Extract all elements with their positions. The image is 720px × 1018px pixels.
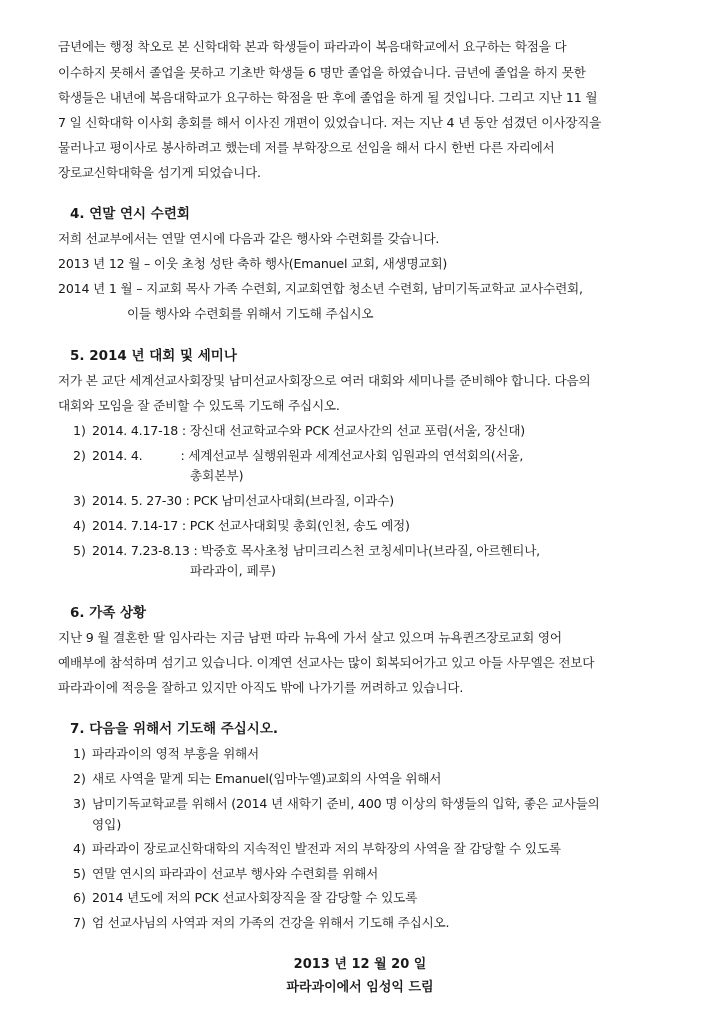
section-4-body: 저희 선교부에서는 연말 연시에 다음과 같은 행사와 수련회를 갖습니다. <box>58 231 440 246</box>
list-item-continuation: 총회본부) <box>190 468 244 483</box>
signature-date: 2013 년 12 월 20 일 <box>293 957 427 972</box>
section-6-line: 지난 9 월 결혼한 딸 임사라는 지금 남편 따라 뉴욕에 가서 살고 있으며 뉴욕퀸즈장로교회 영어 <box>58 630 562 645</box>
list-item: 2014. 7.23-8.13 : 박중호 목사초청 남미크리스천 코칭세미나(브라질, 아르헨티나, <box>92 543 540 558</box>
signature-from: 파라과이에서 임성익 드림 <box>286 980 434 995</box>
list-number: 7) <box>73 915 86 930</box>
list-number: 5) <box>73 543 86 558</box>
list-item: 2014. 4. : 세계선교부 실행위원과 세계선교사회 임원과의 연석회의(서울, <box>92 448 524 463</box>
intro-line: 금년에는 행정 착오로 본 신학대학 본과 학생들이 파라과이 복음대학교에서 요구하는 학점을 다 <box>58 39 567 54</box>
list-item-continuation: 파라과이, 페루) <box>190 563 276 578</box>
list-item: 2014. 7.14-17 : PCK 선교사대회및 총회(인천, 송도 예정) <box>92 518 410 533</box>
list-number: 3) <box>73 493 86 508</box>
schedule-line: 이들 행사와 수련회를 위해서 기도해 주십시오 <box>127 306 374 321</box>
list-item: 엄 선교사님의 사역과 저의 가족의 건강을 위해서 기도해 주십시오. <box>92 915 450 930</box>
list-item: 2014. 4.17-18 : 장신대 선교학교수와 PCK 선교사간의 선교 포럼(서울, 장신대) <box>92 423 526 438</box>
section-4-heading: 4. 연말 연시 수련회 <box>70 206 190 222</box>
intro-line: 7 일 신학대학 이사회 총회를 해서 이사진 개편이 있었습니다. 저는 지난 4 년 동안 섬겼던 이사장직을 <box>58 115 602 130</box>
list-number: 4) <box>73 518 86 533</box>
list-item: 2014. 5. 27-30 : PCK 남미선교사대회(브라질, 이과수) <box>92 493 394 508</box>
section-5-body: 저가 본 교단 세계선교사회장및 남미선교사회장으로 여러 대회와 세미나를 준비해야 합니다. 다음의 <box>58 373 591 388</box>
list-item-continuation: 영입) <box>92 817 122 832</box>
intro-line: 물러나고 평이사로 봉사하려고 했는데 저를 부학장으로 선임을 해서 다시 한번 다른 자리에서 <box>58 140 555 155</box>
list-number: 4) <box>73 841 86 856</box>
section-5-heading: 5. 2014 년 대회 및 세미나 <box>70 348 237 364</box>
section-6-line: 예배부에 참석하며 섬기고 있습니다. 이계연 선교사는 많이 회복되어가고 있고 아들 사무엘은 전보다 <box>58 655 595 670</box>
section-7-heading: 7. 다음을 위해서 기도해 주십시오. <box>70 721 278 737</box>
list-number: 2) <box>73 771 86 786</box>
list-item: 새로 사역을 맡게 되는 Emanuel(임마누엘)교회의 사역을 위해서 <box>92 771 442 786</box>
section-6-line: 파라과이에 적응을 잘하고 있지만 아직도 밖에 나가기를 꺼려하고 있습니다. <box>58 680 464 695</box>
list-number: 1) <box>73 746 86 761</box>
list-number: 1) <box>73 423 86 438</box>
intro-line: 이수하지 못해서 졸업을 못하고 기초반 학생들 6 명만 졸업을 하였습니다. 금년에 졸업을 하지 못한 <box>58 65 586 80</box>
section-5-body: 대회와 모임을 잘 준비할 수 있도록 기도해 주십시오. <box>58 398 340 413</box>
list-item: 2014 년도에 저의 PCK 선교사회장직을 잘 감당할 수 있도록 <box>92 890 418 905</box>
intro-line: 장로교신학대학을 섬기게 되었습니다. <box>58 165 261 180</box>
list-item: 파라과이 장로교신학대학의 지속적인 발전과 저의 부학장의 사역을 잘 감당할 수 있도록 <box>92 841 561 856</box>
list-number: 2) <box>73 448 86 463</box>
section-6-heading: 6. 가족 상황 <box>70 605 147 621</box>
schedule-line: 2014 년 1 월 – 지교회 목사 가족 수련회, 지교회연합 청소년 수련회, 남미기독교학교 교사수련회, <box>58 281 583 296</box>
intro-line: 학생들은 내년에 복음대학교가 요구하는 학점을 딴 후에 졸업을 하게 될 것입니다. 그리고 지난 11 월 <box>58 90 598 105</box>
schedule-line: 2013 년 12 월 – 이웃 초청 성탄 축하 행사(Emanuel 교회, 새생명교회) <box>58 256 448 271</box>
list-number: 3) <box>73 796 86 811</box>
list-item: 남미기독교학교를 위해서 (2014 년 새학기 준비, 400 명 이상의 학생들의 입학, 좋은 교사들의 <box>92 796 600 811</box>
list-item: 파라과이의 영적 부흥을 위해서 <box>92 746 259 761</box>
list-number: 6) <box>73 890 86 905</box>
list-item: 연말 연시의 파라과이 선교부 행사와 수련회를 위해서 <box>92 866 379 881</box>
list-number: 5) <box>73 866 86 881</box>
